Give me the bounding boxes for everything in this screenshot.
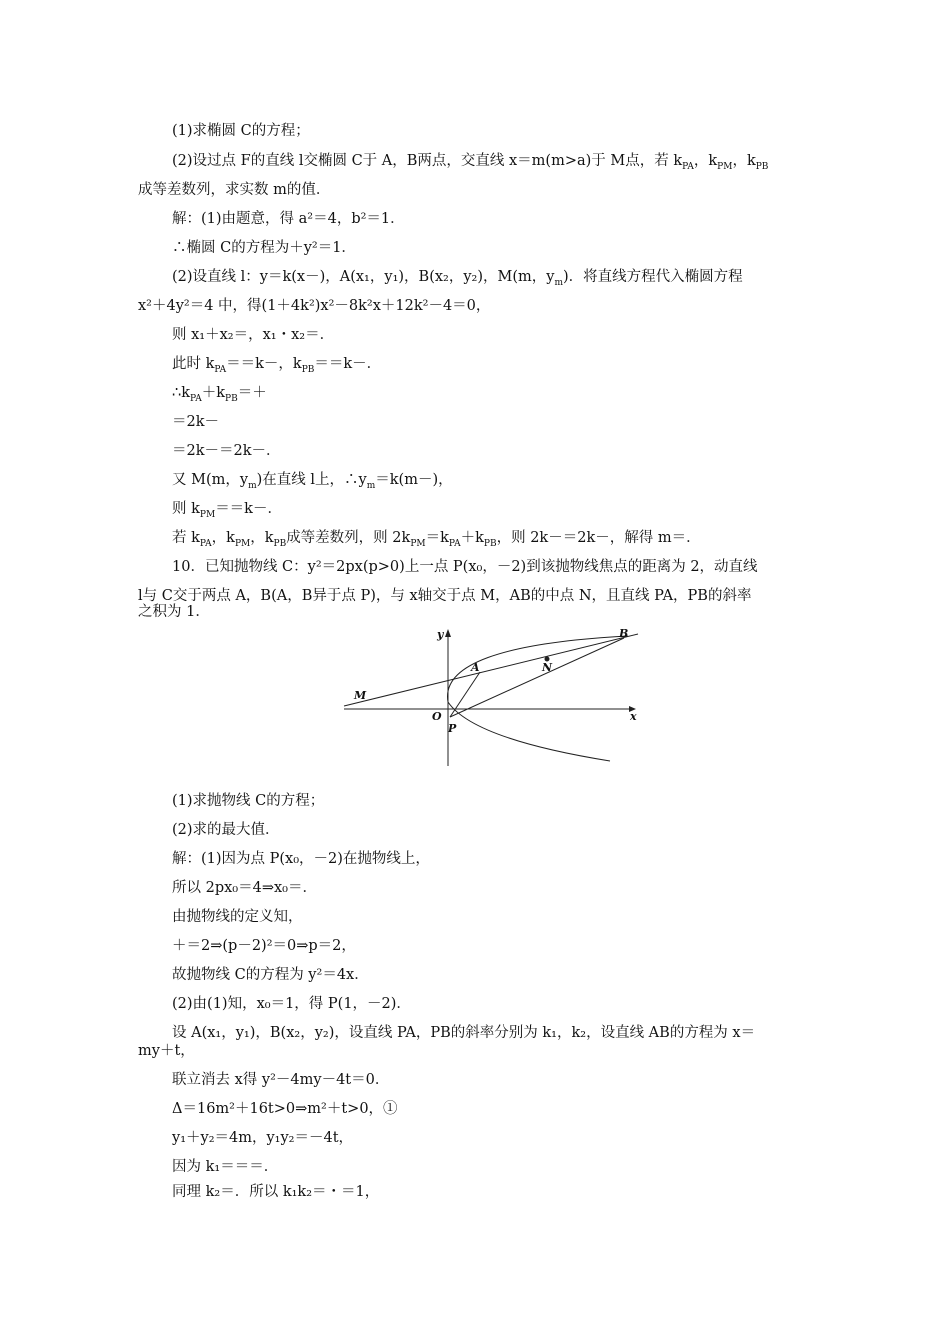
line: 10．已知抛物线 C：y²＝2px(p>0)上一点 P(x₀，－2)到该抛物线焦点的距离为 2，动直线 xyxy=(172,559,758,575)
line: 解：(1)由题意，得 a²＝4，b²＝1． xyxy=(172,211,405,227)
y-axis-arrow xyxy=(445,629,451,637)
label-O: O xyxy=(432,710,442,723)
line: 则 $k_{PM}==k-$． xyxy=(172,501,282,520)
line: y₁＋y₂＝4m，y₁y₂＝－4t， xyxy=(172,1130,354,1146)
line: 故抛物线 C的方程为 y²＝4x． xyxy=(172,967,369,983)
line: 所以 2px₀＝4⇒x₀＝． xyxy=(172,880,317,896)
line: 则 x₁＋x₂＝，x₁・x₂＝． xyxy=(172,327,335,343)
line: 之积为 1． xyxy=(138,604,210,620)
line: 又 M(m，$y_m$)在直线 l上，$\therefore y_m=k(m-)$， xyxy=(172,472,453,491)
label-A: A xyxy=(471,661,480,674)
label-N: N xyxy=(542,661,553,674)
line: 设 A(x₁，y₁)，B(x₂，y₂)，设直线 PA，PB的斜率分别为 k₁，k₂，设直线 AB的方程为 x＝ xyxy=(172,1025,756,1041)
line: 联立消去 x得 y²－4my－4t＝0． xyxy=(172,1072,390,1088)
line: (2)求的最大值． xyxy=(172,822,280,838)
label-y: y xyxy=(437,628,444,641)
line: 成等差数列，求实数 m的值． xyxy=(138,182,331,198)
line: l与 C交于两点 A，B(A，B异于点 P)，与 x轴交于点 M，AB的中点 N，且直线 PA，PB的斜率 xyxy=(138,588,752,604)
line: (2)设直线 l：y＝k(x－)，A(x₁，y₁)，B(x₂，y₂)，M(m，$y_m$)．将直线方程代入椭圆方程 xyxy=(172,269,743,288)
label-M: M xyxy=(354,689,367,702)
line: ∴椭圆 C的方程为＋y²＝1． xyxy=(172,240,356,256)
line: ＝2k－＝2k－． xyxy=(172,443,281,459)
label-x: x xyxy=(630,710,637,723)
line: 若 $k_{PA}$，$k_{PM}$，$k_{PB}$成等差数列，则 $2k_{PM}=k_{PA}+k_{PB}$，则 2k－＝2k－，解得 m＝． xyxy=(172,530,701,549)
line: ＋＝2⇒(p－2)²＝0⇒p＝2， xyxy=(172,938,356,954)
label-B: B xyxy=(619,627,629,640)
line: 因为 k₁＝＝＝． xyxy=(172,1159,279,1175)
line: x²＋4y²＝4 中，得(1＋4k²)x²－8k²x＋12k²－4＝0， xyxy=(138,298,491,314)
line: 由抛物线的定义知， xyxy=(172,909,303,925)
line: (1)求抛物线 C的方程； xyxy=(172,793,325,809)
line-MB xyxy=(344,634,638,706)
parabola-figure xyxy=(338,624,644,770)
line: ＝2k－ xyxy=(172,414,220,430)
line: (1)求椭圆 C的方程； xyxy=(172,123,310,139)
line: 解：(1)因为点 P(x₀，－2)在抛物线上， xyxy=(172,851,430,867)
line: my＋t， xyxy=(138,1043,195,1059)
line: (2)由(1)知，x₀＝1，得 P(1，－2)． xyxy=(172,996,411,1012)
line: 此时 $k_{PA}==k-$，$k_{PB}==k-$． xyxy=(172,356,382,375)
label-P: P xyxy=(448,722,457,735)
line: (2)设过点 F的直线 l交椭圆 C于 A，B两点，交直线 x＝m(m>a)于 M点，若 $k_{PA}$，$k_{PM}$，$k_{PB}$ xyxy=(172,153,769,172)
line: 同理 k₂＝．所以 k₁k₂＝・＝1， xyxy=(172,1184,380,1200)
line: $\therefore k_{PA}+k_{PB}=+$ xyxy=(172,385,267,404)
line: Δ＝16m²＋16t>0⇒m²＋t>0，① xyxy=(172,1101,398,1117)
parabola-curve xyxy=(448,636,629,761)
